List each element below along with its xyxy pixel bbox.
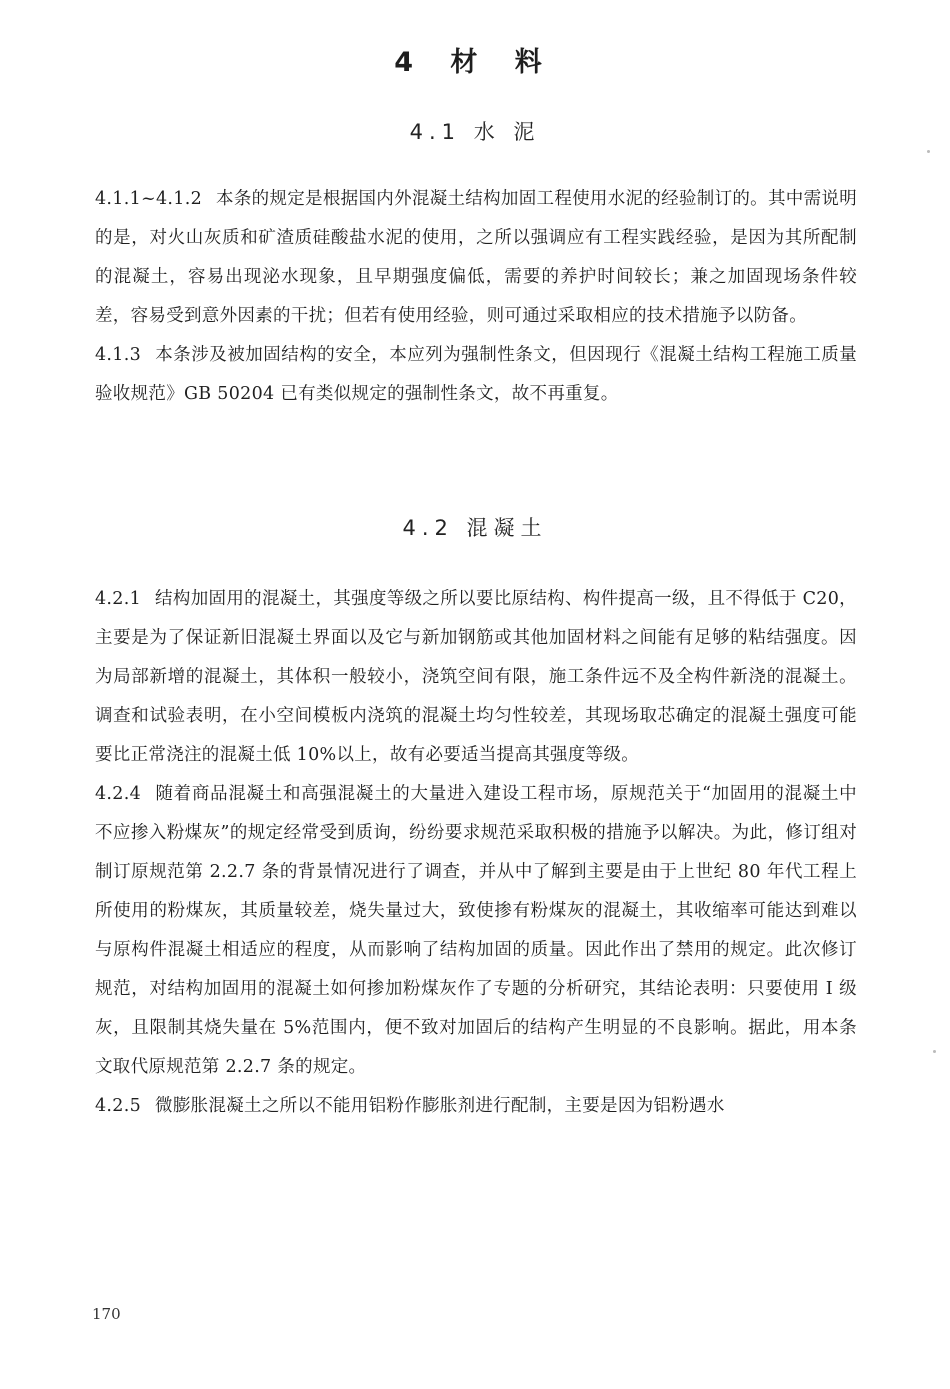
chapter-title: 4 材 料	[394, 47, 556, 78]
paragraph-text: 本条涉及被加固结构的安全，本应列为强制性条文，但因现行《混凝土结构工程施工质量验收规范》GB 50204 已有类似规定的强制性条文，故不再重复。	[95, 345, 857, 404]
scan-speck	[933, 1050, 936, 1053]
section-body-4-1	[95, 180, 857, 414]
paragraph-text: 结构加固用的混凝土，其强度等级之所以要比原结构、构件提高一级，且不得低于 C20，主要是为了保证新旧混凝土界面以及它与新加钢筋或其他加固材料之间能有足够的粘结强度。因为局部新增的混凝土，其体积一般较小，浇筑空间有限，施工条件远不及全构件新浇的混凝土。调查和试验表明，在小空间模板内浇筑的混凝土均匀性较差，其现场取芯确定的混凝土强度可能要比正常浇注的混凝土低 10%以上，故有必要适当提高其强度等级。	[95, 589, 857, 765]
clause-number: 4.2.5	[95, 1096, 142, 1116]
clause-number: 4.1.1~4.1.2	[95, 189, 203, 209]
paragraph-4-1-1	[95, 180, 857, 336]
section-body-4-2	[95, 580, 857, 1126]
clause-number: 4.2.1	[95, 589, 142, 609]
paragraph-4-2-5	[95, 1087, 857, 1126]
paragraph-4-2-1	[95, 580, 857, 775]
clause-number: 4.2.4	[95, 784, 142, 804]
paragraph-4-2-4	[95, 775, 857, 1087]
section-title-4-1: 4.1 水 泥	[409, 120, 541, 144]
section-title-4-2: 4.2 混凝土	[402, 516, 548, 540]
paragraph-text: 随着商品混凝土和高强混凝土的大量进入建设工程市场，原规范关于“加固用的混凝土中不应掺入粉煤灰”的规定经常受到质询，纷纷要求规范采取积极的措施予以解决。为此，修订组对制订原规范第 2.2.7 条的背景情况进行了调查，并从中了解到主要是由于上世纪 80 年代工程上所使用的粉煤灰，其质量较差，烧失量过大，致使掺有粉煤灰的混凝土，其收缩率可能达到难以与原构件混凝土相适应的程度，从而影响了结构加固的质量。因此作出了禁用的规定。此次修订规范，对结构加固用的混凝土如何掺加粉煤灰作了专题的分析研究，其结论表明：只要使用 I 级灰，且限制其烧失量在 5%范围内，便不致对加固后的结构产生明显的不良影响。据此，用本条文取代原规范第 2.2.7 条的规定。	[95, 784, 857, 1077]
paragraph-text: 微膨胀混凝土之所以不能用铝粉作膨胀剂进行配制，主要是因为铝粉遇水	[155, 1096, 725, 1116]
scan-speck	[927, 150, 930, 153]
page-number: 170	[92, 1305, 121, 1323]
clause-number: 4.1.3	[95, 345, 142, 365]
paragraph-text: 本条的规定是根据国内外混凝土结构加固工程使用水泥的经验制订的。其中需说明的是，对火山灰质和矿渣质硅酸盐水泥的使用，之所以强调应有工程实践经验，是因为其所配制的混凝土，容易出现泌水现象，且早期强度偏低，需要的养护时间较长；兼之加固现场条件较差，容易受到意外因素的干扰；但若有使用经验，则可通过采取相应的技术措施予以防备。	[95, 189, 857, 326]
paragraph-4-1-3	[95, 336, 857, 414]
